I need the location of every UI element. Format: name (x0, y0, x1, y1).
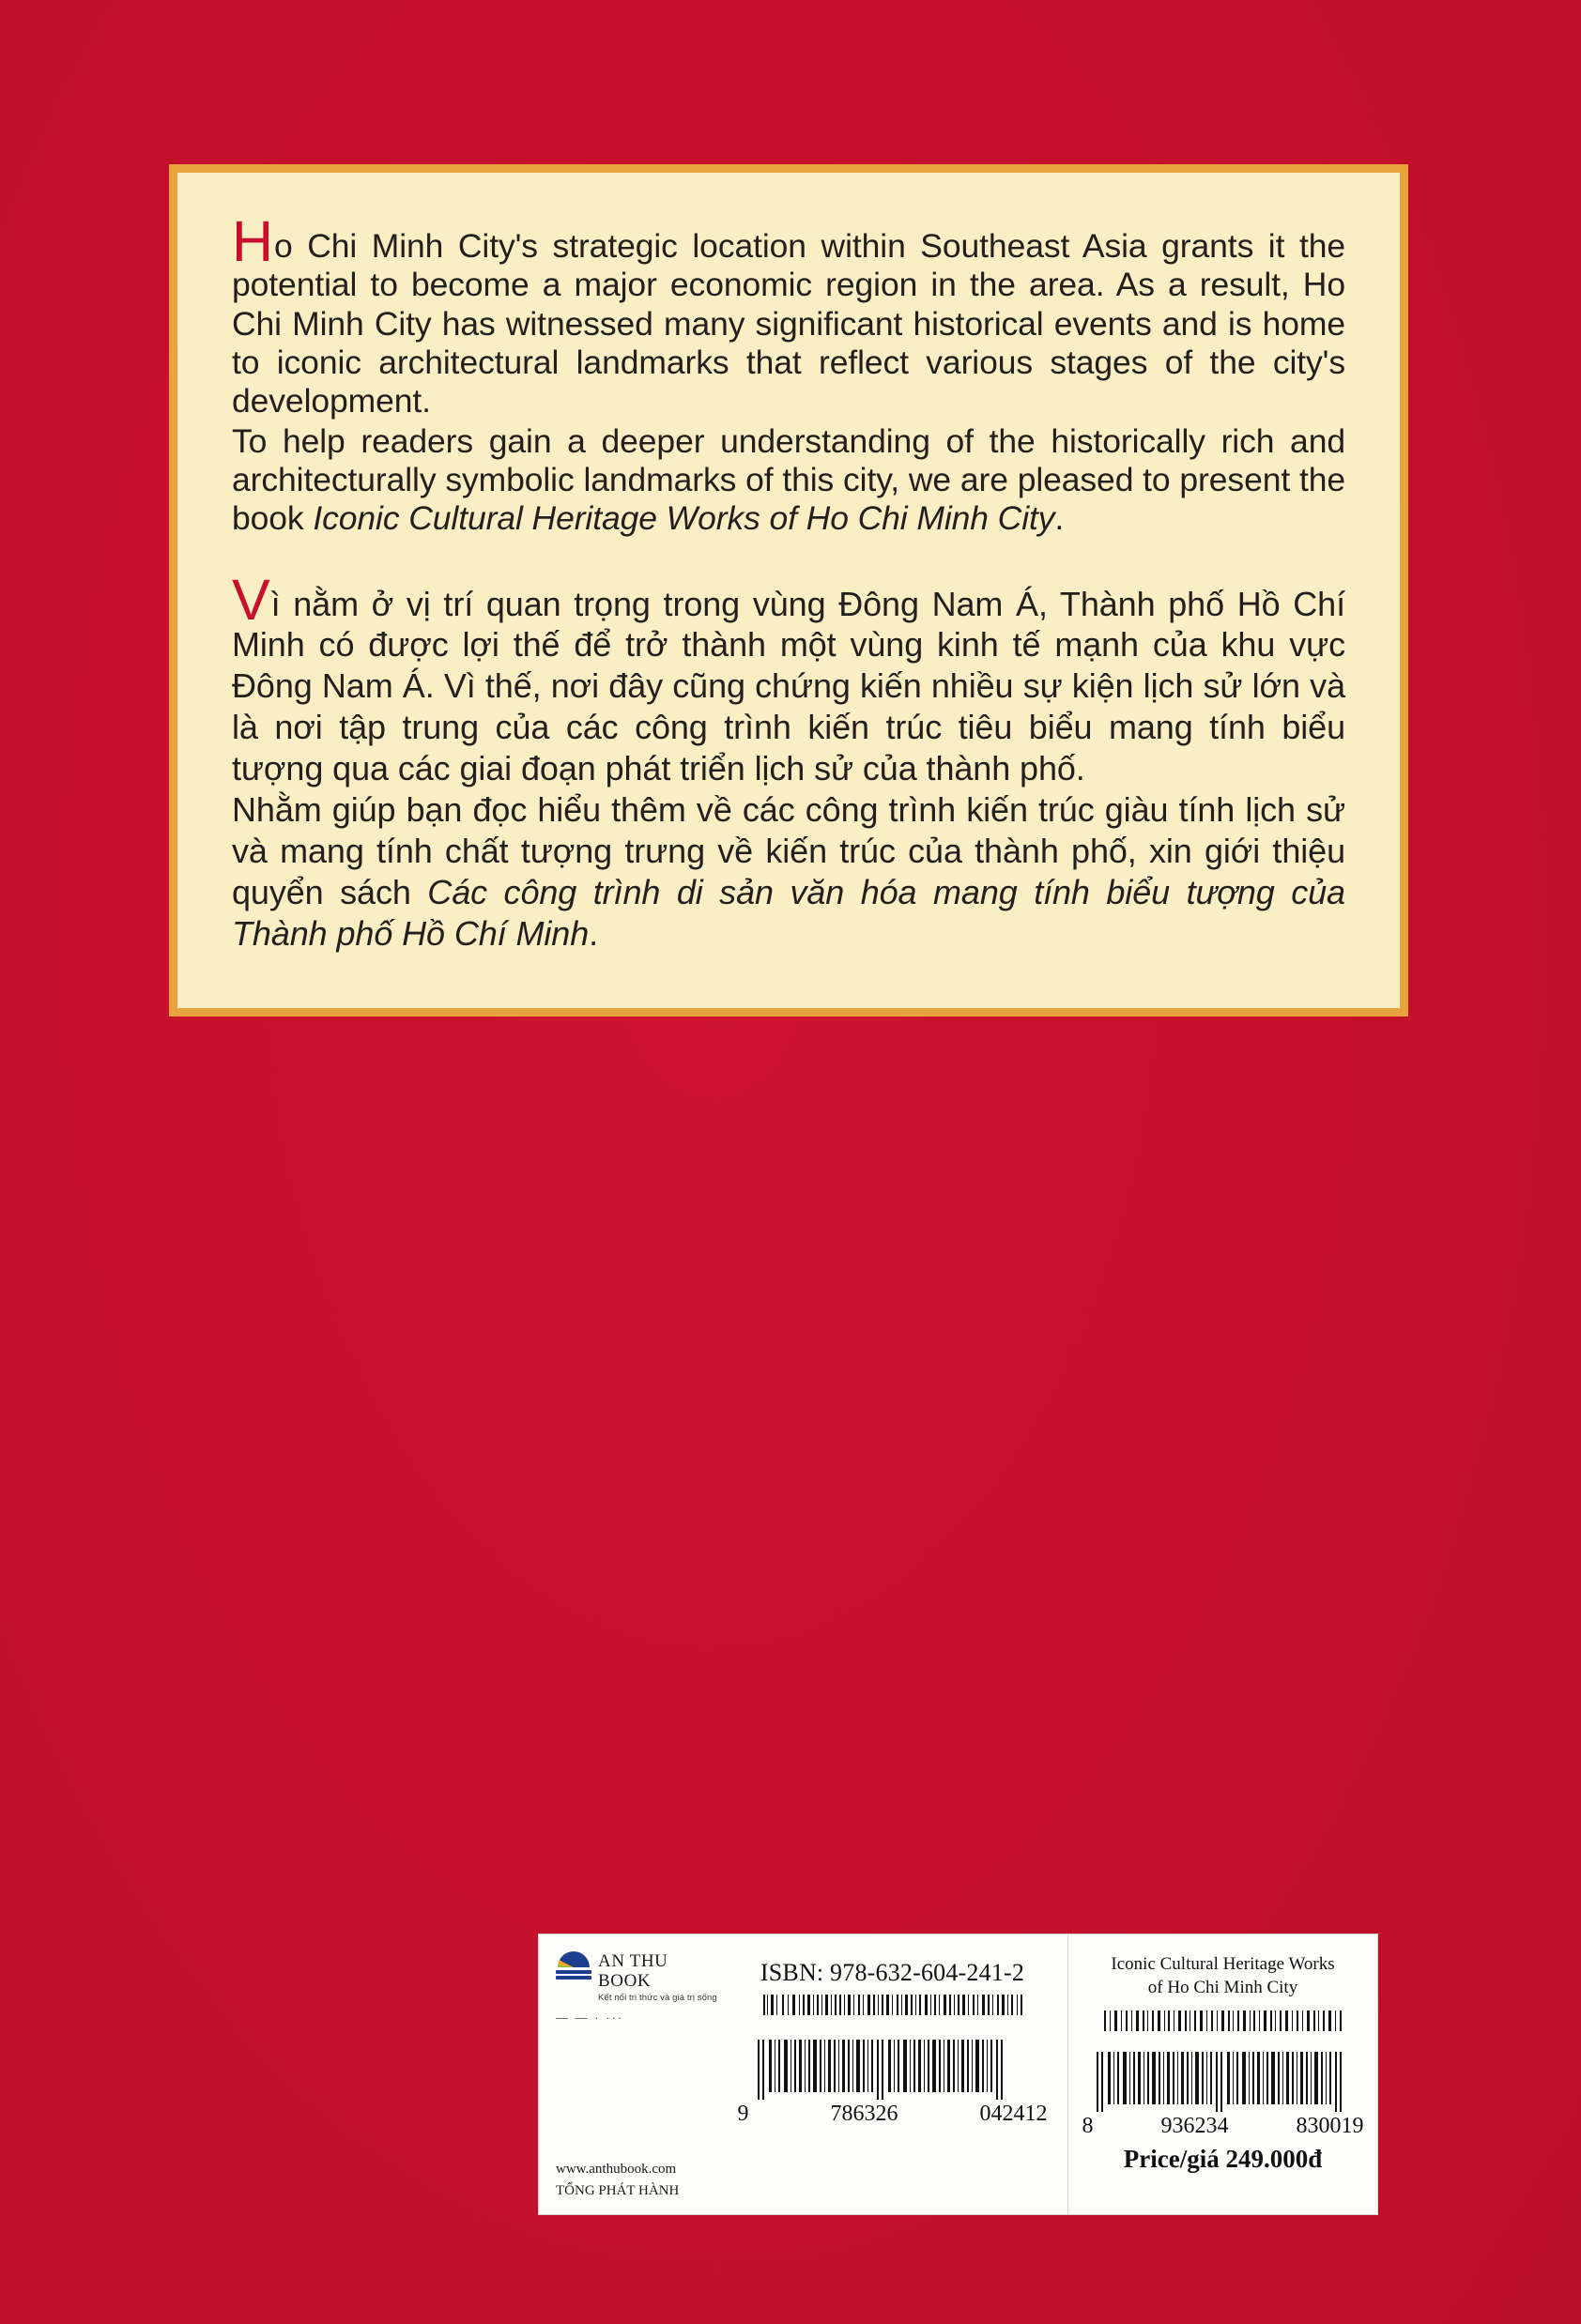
english-blurb (232, 209, 1345, 539)
publisher-website: www.anthubook.com (556, 2162, 677, 2177)
publisher-logo (556, 1951, 717, 2003)
price-ean-group-1: 936234 (1160, 2114, 1229, 2139)
barcode-block (538, 1934, 1378, 2215)
english-dropcap: H (232, 209, 273, 273)
price-ean-left-digit: 8 (1082, 2114, 1094, 2139)
publisher-section (539, 1934, 717, 2214)
english-paragraph-1 (232, 209, 1345, 421)
english-book-title: Iconic Cultural Heritage Works of Ho Chi Minh City (313, 499, 1055, 538)
price-ean-digits (1082, 2114, 1364, 2139)
isbn-section (717, 1934, 1067, 2214)
isbn-supplement-barcode (761, 1995, 1024, 2015)
vietnamese-paragraph-2-lead: Nhằm giúp bạn đọc hiểu thêm về các công trình kiến trúc giàu tính lịch sử và mang tính chất tượng trưng về kiến trúc của thành phố, xin giới thiệu quyển sách (232, 790, 1345, 911)
vietnamese-book-title: Các công trình di sản văn hóa mang tính biểu tượng của Thành phố Hồ Chí Minh (232, 872, 1345, 953)
blurb-panel (169, 164, 1408, 1017)
paragraph-spacer (232, 539, 1345, 580)
isbn-ean-left-digit: 9 (737, 2102, 749, 2126)
vietnamese-paragraph-2 (232, 789, 1345, 954)
english-paragraph-2-tail: . (1054, 499, 1065, 538)
vietnamese-paragraph-2-tail: . (589, 913, 599, 953)
vietnamese-blurb (232, 567, 1345, 955)
english-paragraph-2 (232, 422, 1345, 539)
book-title-line-2: of Ho Chi Minh City (1147, 1977, 1298, 1997)
english-paragraph-1-text: o Chi Minh City's strategic location within Southeast Asia grants it the potential to become a major economic region in the area. As a result, Ho Chi Minh City has witnessed many significant historical events and is home to iconic architectural landmarks that reflect various stages of the city's development. (232, 227, 1345, 420)
isbn-ean13-barcode (752, 2040, 1034, 2100)
price-ean-group-2: 830019 (1296, 2114, 1364, 2139)
vietnamese-dropcap: V (232, 567, 270, 632)
price-supplement-barcode (1101, 2011, 1345, 2031)
isbn-ean-digits (738, 2102, 1048, 2127)
publisher-tagline: Kết nối tri thức và giá trị sống (598, 1992, 717, 2003)
vietnamese-paragraph-1-text: ì nằm ở vị trí quan trọng trong vùng Đông Nam Á, Thành phố Hồ Chí Minh có được lợi thế để trở thành một vùng kinh tế mạnh của khu vực Đông Nam Á. Vì thế, nơi đây cũng chứng kiến nhiều sự kiện lịch sử lớn và là nơi tập trung của các công trình kiến trúc tiêu biểu mang tính biểu tượng qua các giai đoạn phát triển lịch sử của thành phố. (232, 584, 1345, 787)
publisher-logo-rule: — — · ··· (556, 2011, 624, 2026)
isbn-ean-group-1: 786326 (830, 2102, 898, 2126)
isbn-ean-group-2: 042412 (979, 2102, 1048, 2126)
publisher-logo-text (598, 1951, 717, 2003)
price-ean13-barcode (1092, 2052, 1355, 2112)
an-thu-book-logo-icon (556, 1951, 591, 1980)
price-label: Price/giá 249.000đ (1123, 2145, 1323, 2174)
isbn-label: ISBN: 978-632-604-241-2 (760, 1959, 1025, 1986)
publisher-distributor-label: TỔNG PHÁT HÀNH (556, 2182, 680, 2198)
title-price-section (1067, 1934, 1377, 2214)
book-title-line-1: Iconic Cultural Heritage Works (1111, 1954, 1335, 1974)
vietnamese-paragraph-1 (232, 567, 1345, 789)
english-paragraph-2-lead: To help readers gain a deeper understanding of the historically rich and architecturally symbolic landmarks of this city, we are pleased to present the book (232, 421, 1345, 538)
publisher-name: AN THU BOOK (598, 1951, 668, 1992)
publisher-contact (556, 2159, 717, 2201)
